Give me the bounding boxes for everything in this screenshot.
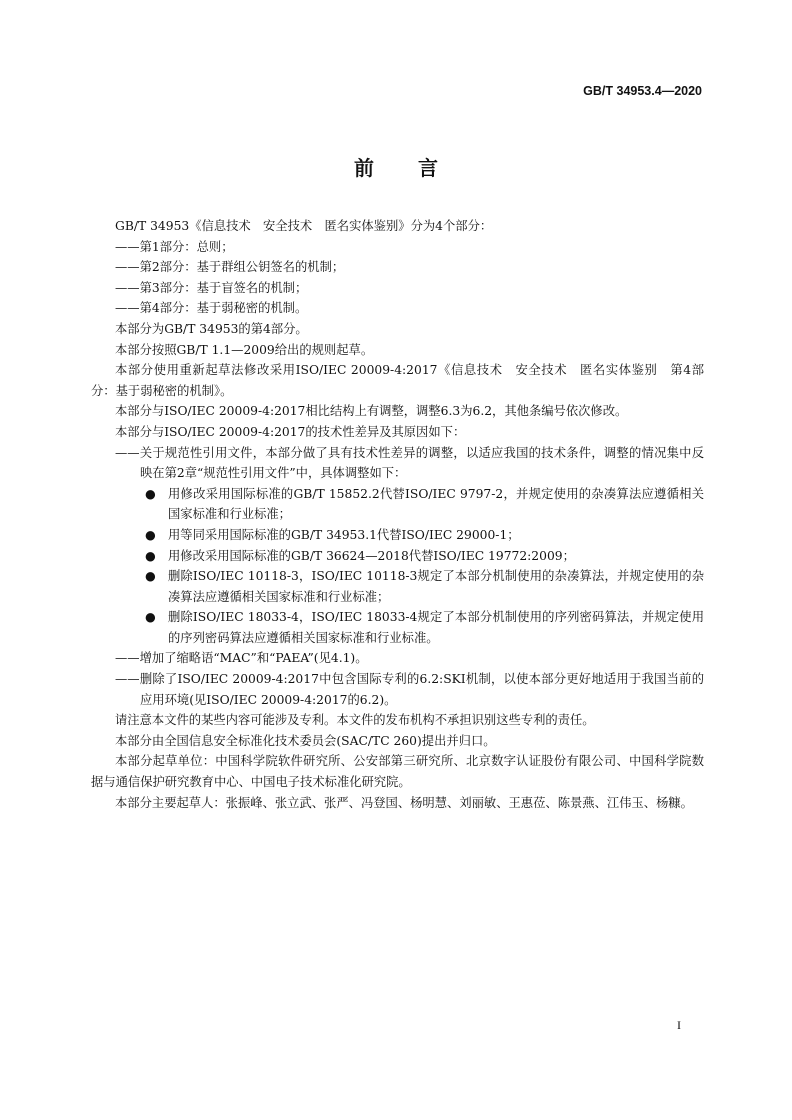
list-item: ——第1部分：总则； xyxy=(115,239,234,254)
page-title: 前言 xyxy=(354,156,482,180)
bullet-text: 用修改采用国际标准的GB/T 15852.2代替ISO/IEC 9797-2，并规定使用的杂凑算法应遵循相关国家标准和行业标准； xyxy=(168,486,704,522)
list-item: ——增加了缩略语“MAC”和“PAEA”(见4.1)。 xyxy=(115,651,368,666)
list-item: ——第2部分：基于群组公钥签名的机制； xyxy=(115,260,345,275)
bullet-item xyxy=(91,484,704,525)
paragraph: GB/T 34953《信息技术 安全技术 匿名实体鉴别》分为4个部分： xyxy=(115,219,493,233)
paragraph: 本部分与ISO/IEC 20009-4:2017的技术性差异及其原因如下： xyxy=(115,424,466,439)
list-item: ——第4部分：基于弱秘密的机制。 xyxy=(115,301,308,316)
page-number: I xyxy=(677,1018,681,1032)
paragraph: 请注意本文件的某些内容可能涉及专利。本文件的发布机构不承担识别这些专利的责任。 xyxy=(115,713,595,728)
bullet-marker: ● xyxy=(145,548,156,563)
paragraph: 本部分主要起草人：张振峰、张立武、张严、冯登国、杨明慧、刘丽敏、王惠莅、陈景燕、江伟玉、杨糠。 xyxy=(115,795,693,810)
bullet-item xyxy=(91,607,704,648)
list-item: ——删除了ISO/IEC 20009-4:2017中包含国际专利的6.2:SKI机制，以使本部分更好地适用于我国当前的应用环境(见ISO/IEC 20009-4:2017的6.2)。 xyxy=(115,672,704,707)
paragraph: 本部分与ISO/IEC 20009-4:2017相比结构上有调整，调整6.3为6.2，其他条编号依次修改。 xyxy=(115,404,628,419)
bullet-marker: ● xyxy=(145,610,156,625)
paragraph: 本部分为GB/T 34953的第4部分。 xyxy=(115,321,308,336)
bullet-item xyxy=(91,566,704,607)
bullet-item xyxy=(91,525,704,546)
bullet-marker: ● xyxy=(145,569,156,584)
list-item: ——第3部分：基于盲签名的机制； xyxy=(115,280,308,295)
bullet-text: 删除ISO/IEC 10118-3，ISO/IEC 10118-3规定了本部分机制使用的杂凑算法，并规定使用的杂凑算法应遵循相关国家标准和行业标准； xyxy=(168,569,704,604)
foreword-body xyxy=(91,216,704,813)
paragraph: 本部分由全国信息安全标准化技术委员会(SAC/TC 260)提出并归口。 xyxy=(115,733,496,748)
bullet-marker: ● xyxy=(145,527,156,542)
bullet-text: 用修改采用国际标准的GB/T 36624—2018代替ISO/IEC 19772:2009； xyxy=(168,548,575,563)
bullet-text: 用等同采用国际标准的GB/T 34953.1代替ISO/IEC 29000-1； xyxy=(168,527,520,542)
paragraph: 本部分使用重新起草法修改采用ISO/IEC 20009-4:2017《信息技术 安全技术 匿名实体鉴别 第4部分：基于弱秘密的机制》。 xyxy=(91,363,704,398)
bullet-item xyxy=(91,546,704,567)
paragraph: 本部分起草单位：中国科学院软件研究所、公安部第三研究所、北京数字认证股份有限公司、中国科学院数据与通信保护研究教育中心、中国电子技术标准化研究院。 xyxy=(91,754,704,790)
paragraph: 本部分按照GB/T 1.1—2009给出的规则起草。 xyxy=(115,342,374,357)
bullet-marker: ● xyxy=(145,486,156,501)
document-number: GB/T 34953.4—2020 xyxy=(583,84,702,98)
bullet-text: 删除ISO/IEC 18033-4，ISO/IEC 18033-4规定了本部分机制使用的序列密码算法，并规定使用的序列密码算法应遵循相关国家标准和行业标准。 xyxy=(168,610,704,645)
list-item: ——关于规范性引用文件，本部分做了具有技术性差异的调整，以适应我国的技术条件，调整的情况集中反映在第2章“规范性引用文件”中，具体调整如下： xyxy=(115,445,704,481)
